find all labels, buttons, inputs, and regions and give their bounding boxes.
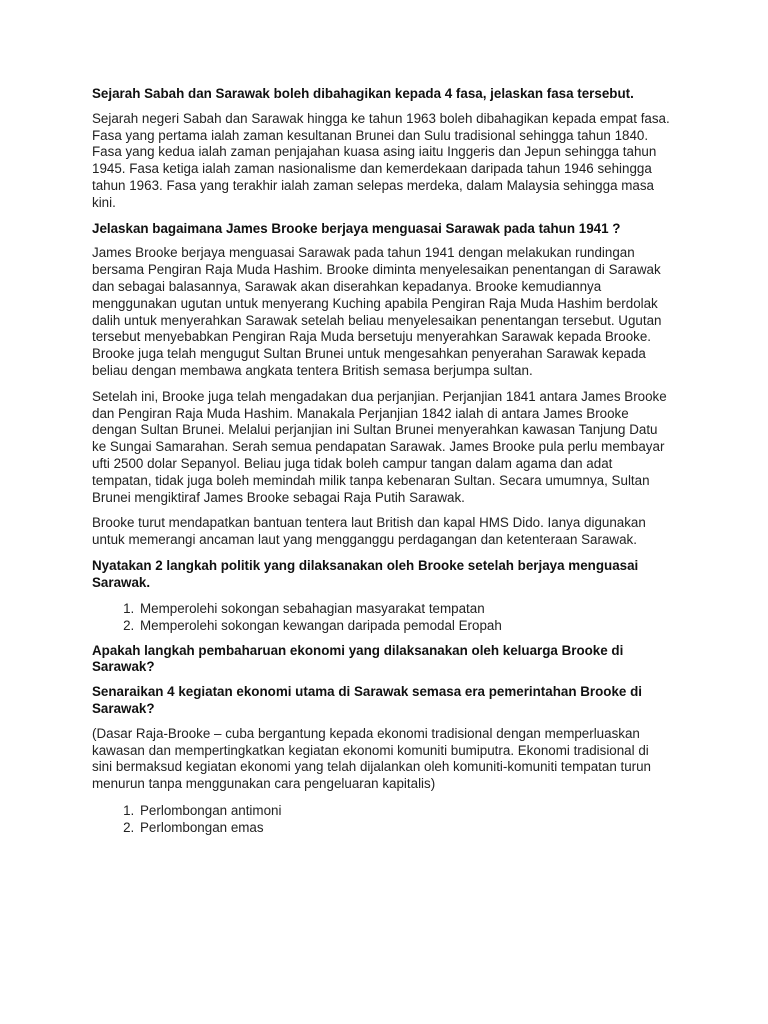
question-3: Nyatakan 2 langkah politik yang dilaksanakan oleh Brooke setelah berjaya menguasai Sarawak.: [92, 557, 639, 590]
answer-paragraph-5: (Dasar Raja-Brooke – cuba bergantung kepada ekonomi tradisional dengan memperluaskan kawasan dan mempertingkatkan kegiatan ekonomi komuniti bumiputra. Ekonomi tradisional di sini bermaksud kegiatan ekonomi yang telah dijalankan oleh komuniti-komuniti tempatan turun menurun tanpa menggunakan cara pengeluaran kapitalis): [92, 725, 652, 792]
list-item: 1. Memperolehi sokongan sebahagian masyarakat tempatan: [138, 600, 672, 617]
document-body: [92, 86, 672, 845]
political-steps-list: [92, 600, 672, 634]
answer-paragraph-1: Sejarah negeri Sabah dan Sarawak hingga ke tahun 1963 boleh dibahagikan kepada empat fasa. Fasa yang pertama ialah zaman kesultanan Brunei dan Sulu tradisional sehingga tahun 1840. Fasa yang kedua ialah zaman penjajahan kuasa asing iaitu Inggeris dan Jepun sehingga tahun 1945. Fasa ketiga ialah zaman nasionalisme dan kemerdekaan daripada tahun 1946 sehingga tahun 1963. Fasa yang terakhir ialah zaman selepas merdeka, dalam Malaysia sehingga masa kini.: [92, 110, 670, 210]
question-5: Senaraikan 4 kegiatan ekonomi utama di Sarawak semasa era pemerintahan Brooke di Sarawak?: [92, 684, 642, 716]
question-4: Apakah langkah pembaharuan ekonomi yang dilaksanakan oleh keluarga Brooke di Sarawak?: [92, 642, 624, 675]
answer-paragraph-3: Setelah ini, Brooke juga telah mengadakan dua perjanjian. Perjanjian 1841 antara James Brooke dan Pengiran Raja Muda Hashim. Manakala Perjanjian 1842 ialah di antara James Brooke dengan Sultan Brunei. Melalui perjanjian ini Sultan Brunei menyerahkan kawasan Tanjung Datu ke Sungai Samarahan. Serah semua pendapatan Sarawak. James Brooke pula perlu membayar ufti 2500 dolar Sepanyol. Beliau juga tidak boleh campur tangan dalam agama dan adat tempatan, tidak juga boleh memindah milik tanpa kebenaran Sultan. Secara umumnya, Sultan Brunei mengiktiraf James Brooke sebagai Raja Putih Sarawak.: [92, 388, 667, 505]
list-item: 1. Perlombongan antimoni: [138, 802, 672, 819]
list-item: 2. Memperolehi sokongan kewangan daripada pemodal Eropah: [138, 617, 672, 634]
question-1: Sejarah Sabah dan Sarawak boleh dibahagikan kepada 4 fasa, jelaskan fasa tersebut.: [92, 86, 634, 101]
list-item: 2. Perlombongan emas: [138, 819, 672, 836]
question-2: Jelaskan bagaimana James Brooke berjaya menguasai Sarawak pada tahun 1941 ?: [92, 220, 621, 236]
answer-paragraph-2: James Brooke berjaya menguasai Sarawak pada tahun 1941 dengan melakukan rundingan bersama Pengiran Raja Muda Hashim. Brooke diminta menyelesaikan penentangan di Sarawak dan sebagai balasannya, Sarawak akan diserahkan kepadanya. Brooke kemudiannya menggunakan ugutan untuk menyerang Kuching apabila Pengiran Raja Muda Hashim berdolak dalih untuk menyerahkan Sarawak setelah beliau menyelesaikan penentangan tersebut. Ugutan tersebut menyebabkan Pengiran Raja Muda bersetuju menyerahkan Sarawak kepada Brooke. Brooke juga telah mengugut Sultan Brunei untuk mengesahkan penyerahan Sarawak kepada beliau dengan membawa angkata tentera British semasa berjumpa sultan.: [92, 245, 662, 378]
economic-activities-list: [92, 802, 672, 836]
answer-paragraph-4: Brooke turut mendapatkan bantuan tentera laut British dan kapal HMS Dido. Ianya digunakan untuk memerangi ancaman laut yang mengganggu perdagangan dan ketenteraan Sarawak.: [92, 515, 646, 548]
